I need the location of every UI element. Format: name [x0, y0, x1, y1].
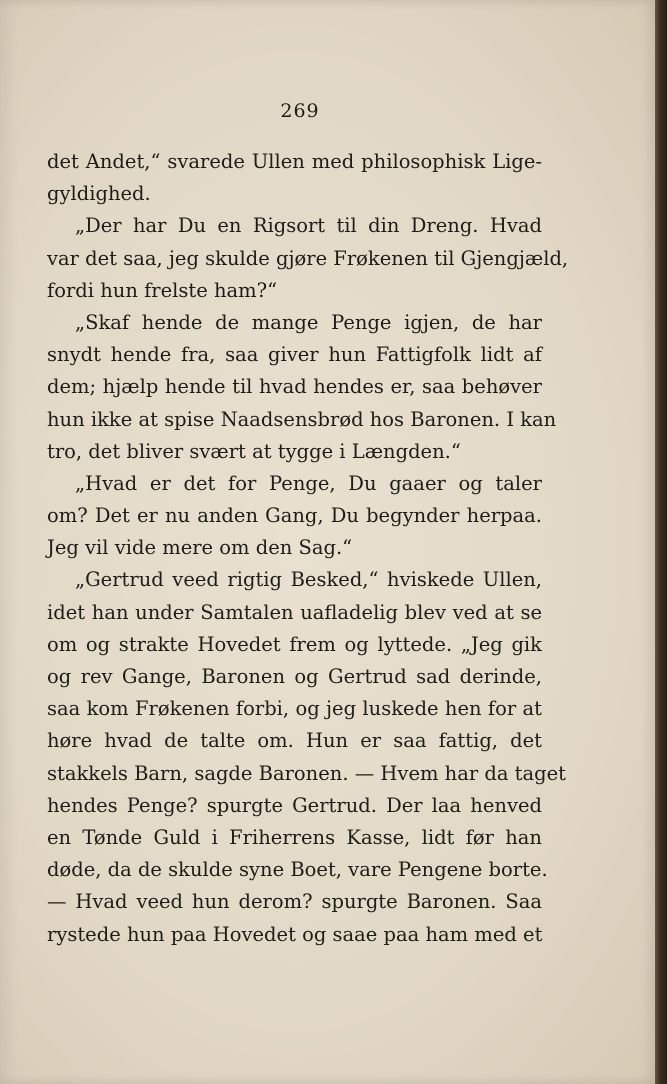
text-line: en Tønde Guld i Friherrens Kasse, lidt før han [47, 825, 542, 849]
text-line: — Hvad veed hun derom? spurgte Baronen. Saa [47, 890, 542, 914]
body-text [47, 146, 569, 951]
text-line: rystede hun paa Hovedet og saae paa ham med et [47, 922, 543, 946]
text-line: Jeg vil vide mere om den Sag.“ [47, 536, 353, 560]
text-line: snydt hende fra, saa giver hun Fattigfolk lidt af [47, 343, 542, 367]
text-line: og rev Gange, Baronen og Gertrud sad derinde, [47, 665, 542, 688]
text-line: døde, da de skulde syne Boet, vare Pengene borte. [47, 858, 548, 882]
text-line: „Der har Du en Rigsort til din Dreng. Hvad [75, 214, 542, 238]
text-line: hun ikke at spise Naadsensbrød hos Baronen. I kan [47, 407, 557, 431]
text-line: „Hvad er det for Penge, Du gaaer og taler [75, 471, 542, 495]
text-line: dem; hjælp hende til hvad hendes er, saa behøver [47, 375, 542, 399]
text-line: stakkels Barn, sagde Baronen. — Hvem har da taget [47, 761, 567, 785]
text-line: tro, det bliver svært at tygge i Længden.“ [47, 439, 461, 463]
text-line: det Andet,“ svarede Ullen med philosophisk Lige- [47, 150, 542, 173]
text-line: „Gertrud veed rigtig Besked,“ hviskede Ullen, [75, 568, 542, 592]
text-line: saa kom Frøkenen forbi, og jeg luskede hen for at [47, 697, 542, 721]
text-line: om og strakte Hovedet frem og lyttede. „Jeg gik [47, 632, 542, 656]
text-line: idet han under Samtalen uafladelig blev ved at se [47, 600, 542, 624]
book-edge [655, 0, 667, 1084]
text-line: gyldighed. [47, 182, 151, 206]
text-line: fordi hun frelste ham?“ [47, 278, 278, 302]
text-line: om? Det er nu anden Gang, Du begynder herpaa. [47, 504, 542, 528]
text-line: hendes Penge? spurgte Gertrud. Der laa henved [47, 793, 542, 817]
page-number: 269 [280, 100, 320, 122]
text-line: var det saa, jeg skulde gjøre Frøkenen til Gjengjæld, [47, 246, 569, 270]
text-line: „Skaf hende de mange Penge igjen, de har [75, 310, 542, 334]
text-line: høre hvad de talte om. Hun er saa fattig, det [47, 729, 542, 753]
